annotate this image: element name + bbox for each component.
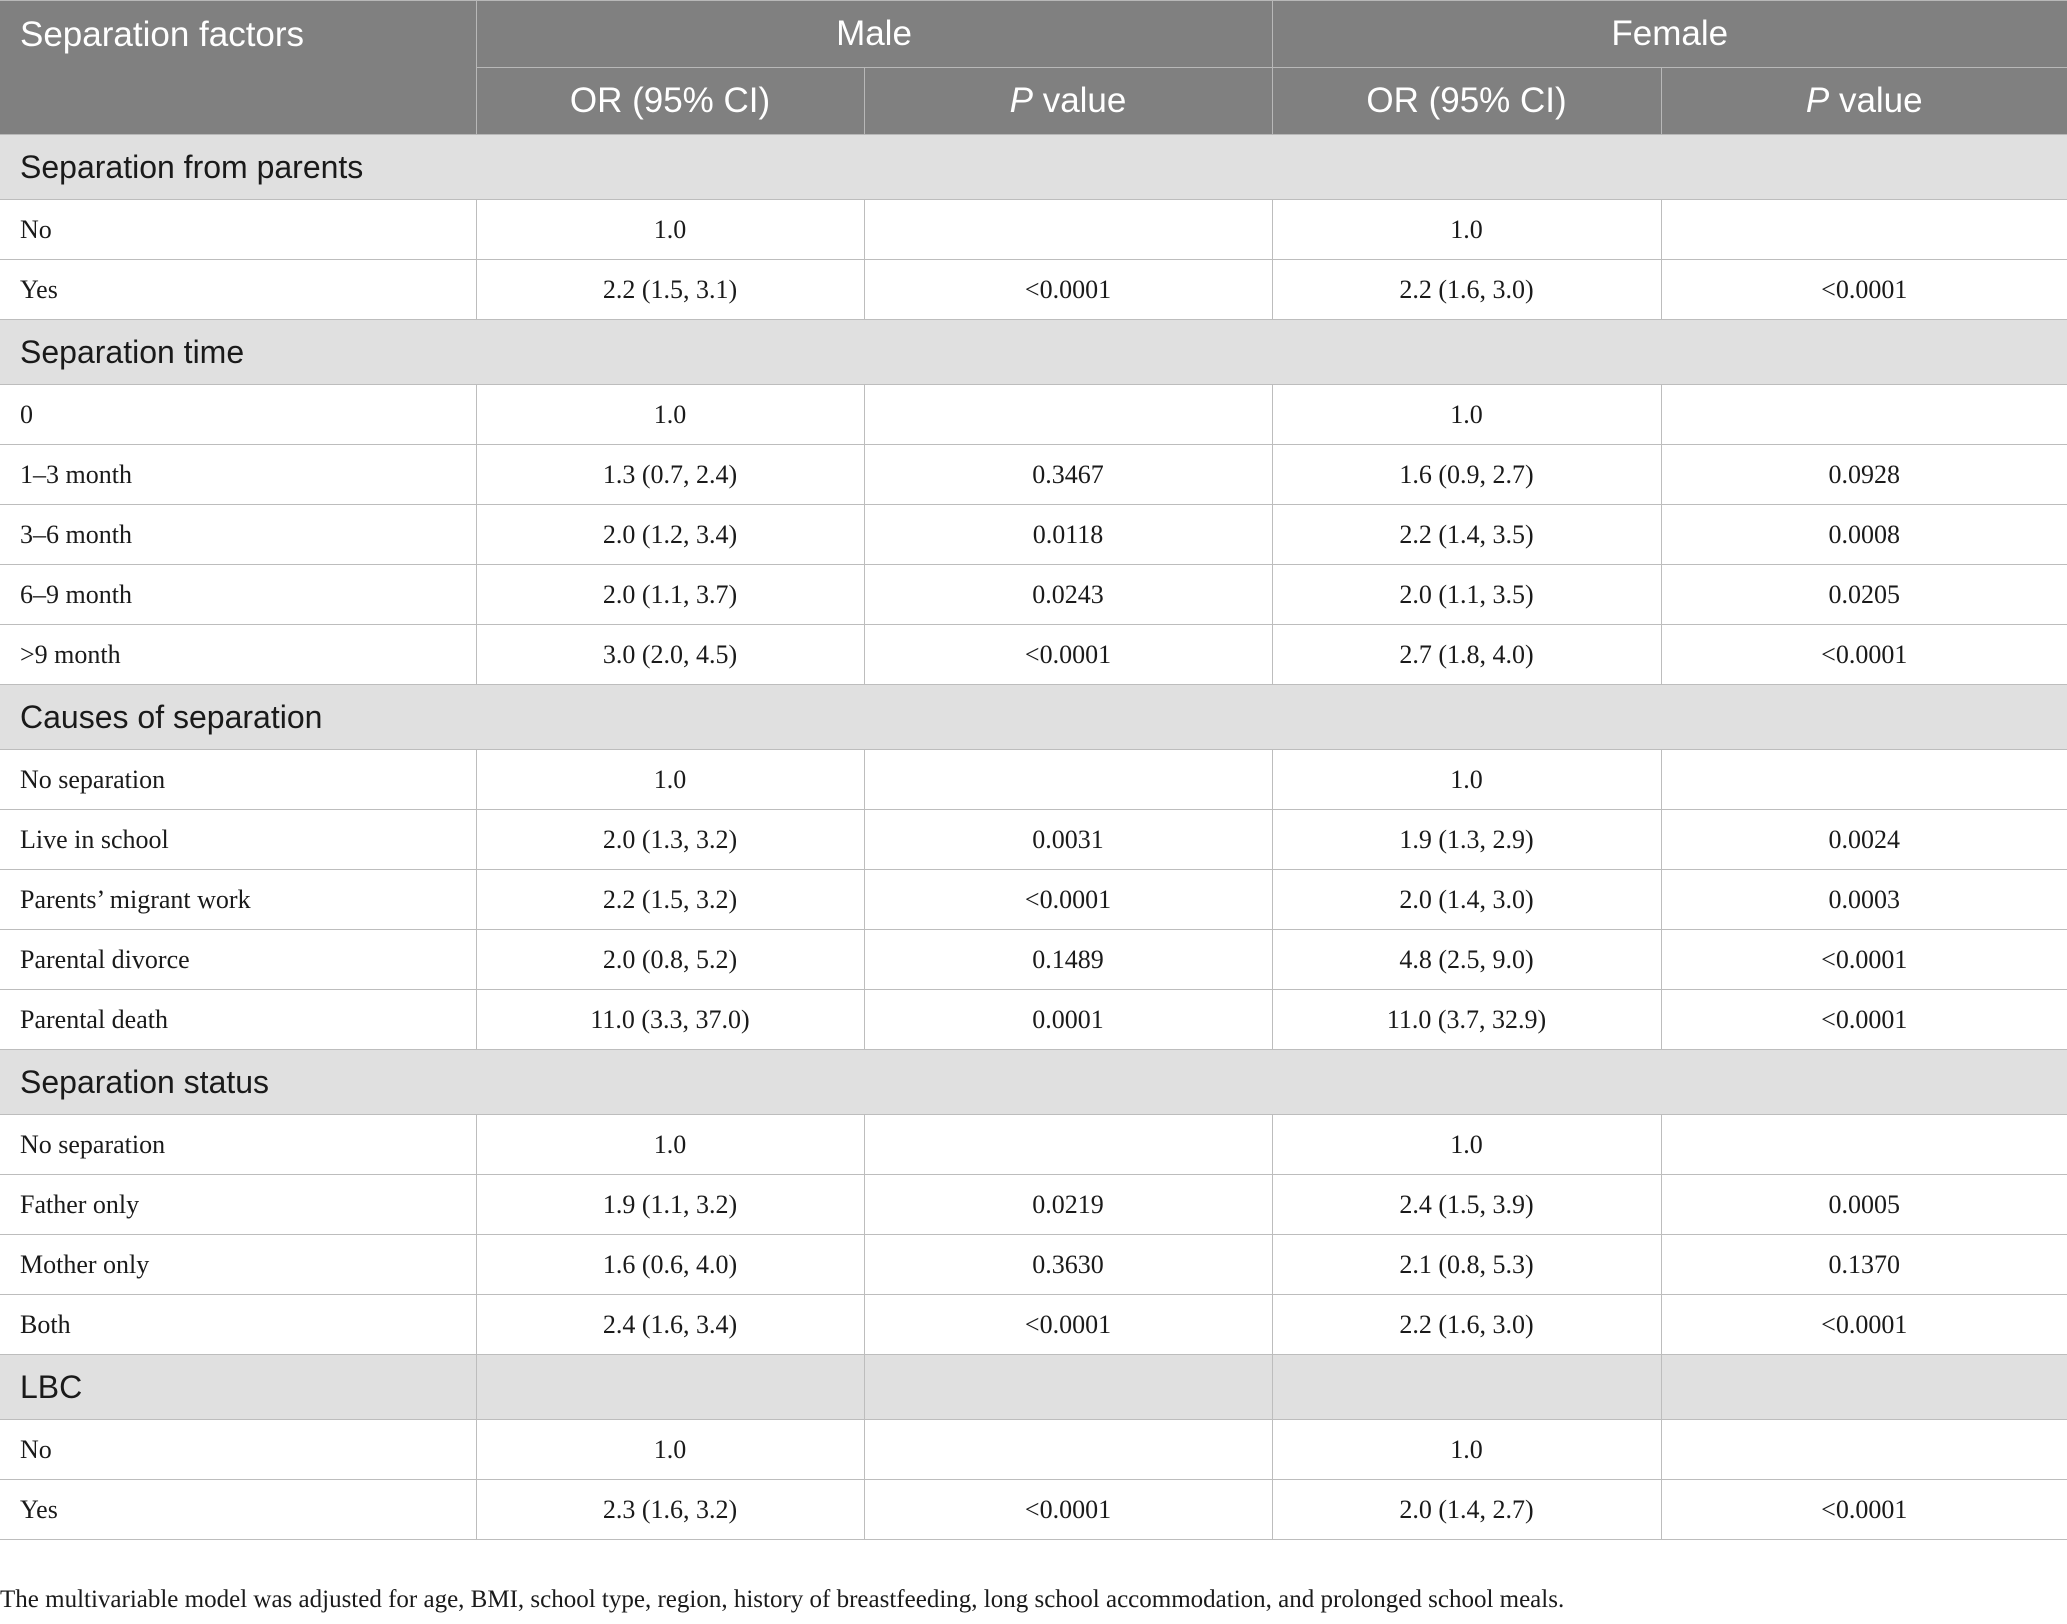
group-heading: Causes of separation [0,685,2067,750]
table-row [0,750,2067,810]
row-label: Parents’ migrant work [0,870,476,930]
female-or-cell: 2.0 (1.4, 2.7) [1272,1480,1661,1540]
male-p-cell: <0.0001 [864,625,1272,685]
group-heading-empty-cell [1272,1355,1661,1420]
male-or-cell: 2.0 (1.1, 3.7) [476,565,864,625]
female-or-cell: 1.9 (1.3, 2.9) [1272,810,1661,870]
female-p-cell: 0.0024 [1661,810,2067,870]
row-label: 6–9 month [0,565,476,625]
table-row [0,1115,2067,1175]
female-p-cell: 0.1370 [1661,1235,2067,1295]
female-or-cell: 2.7 (1.8, 4.0) [1272,625,1661,685]
female-or-cell: 1.0 [1272,385,1661,445]
table-row [0,625,2067,685]
female-or-cell: 4.8 (2.5, 9.0) [1272,930,1661,990]
row-label: Both [0,1295,476,1355]
group-heading: Separation time [0,320,2067,385]
female-or-cell: 1.0 [1272,1420,1661,1480]
female-p-cell: 0.0003 [1661,870,2067,930]
male-or-cell: 2.0 (1.2, 3.4) [476,505,864,565]
female-header: Female [1272,1,2067,68]
male-or-cell: 1.0 [476,200,864,260]
female-p-cell [1661,200,2067,260]
male-p-cell [864,1420,1272,1480]
female-p-cell [1661,750,2067,810]
p-italic: P [1009,81,1033,120]
row-label: >9 month [0,625,476,685]
female-p-cell [1661,385,2067,445]
group-heading: Separation from parents [0,135,2067,200]
male-p-cell: <0.0001 [864,870,1272,930]
table-row [0,930,2067,990]
table-row [0,1480,2067,1540]
male-p-cell: 0.0219 [864,1175,1272,1235]
female-p-cell: <0.0001 [1661,990,2067,1050]
female-or-header: OR (95% CI) [1272,68,1661,135]
female-or-cell: 2.2 (1.4, 3.5) [1272,505,1661,565]
male-or-cell: 2.3 (1.6, 3.2) [476,1480,864,1540]
male-p-cell: 0.3630 [864,1235,1272,1295]
table-row [0,810,2067,870]
female-or-cell: 11.0 (3.7, 32.9) [1272,990,1661,1050]
table-row [0,505,2067,565]
table-footnote: The multivariable model was adjusted for age, BMI, school type, region, history of breastfeeding, long school accommodation, and prolonged school meals. [0,1586,1565,1613]
row-label: Live in school [0,810,476,870]
male-p-cell [864,200,1272,260]
row-label: Parental divorce [0,930,476,990]
row-label: Yes [0,1480,476,1540]
female-p-cell: 0.0008 [1661,505,2067,565]
male-or-cell: 2.2 (1.5, 3.2) [476,870,864,930]
male-p-cell: 0.0118 [864,505,1272,565]
female-or-cell: 1.6 (0.9, 2.7) [1272,445,1661,505]
table-header [0,1,2067,135]
female-p-cell: <0.0001 [1661,1295,2067,1355]
row-label: 1–3 month [0,445,476,505]
female-p-header [1661,68,2067,135]
male-or-cell: 1.6 (0.6, 4.0) [476,1235,864,1295]
table-row [0,1235,2067,1295]
male-or-cell: 1.3 (0.7, 2.4) [476,445,864,505]
row-label: No [0,200,476,260]
male-p-cell: 0.3467 [864,445,1272,505]
male-or-cell: 1.0 [476,1420,864,1480]
male-or-cell: 3.0 (2.0, 4.5) [476,625,864,685]
male-or-cell: 2.4 (1.6, 3.4) [476,1295,864,1355]
row-label: Parental death [0,990,476,1050]
female-or-cell: 1.0 [1272,1115,1661,1175]
male-p-cell [864,1115,1272,1175]
male-p-cell: 0.0243 [864,565,1272,625]
male-p-cell [864,385,1272,445]
female-or-cell: 2.4 (1.5, 3.9) [1272,1175,1661,1235]
row-label: No separation [0,750,476,810]
female-or-cell: 2.0 (1.4, 3.0) [1272,870,1661,930]
female-or-cell: 1.0 [1272,200,1661,260]
table-row [0,385,2067,445]
table-row [0,565,2067,625]
p-rest: value [1032,81,1127,120]
male-or-cell: 2.0 (1.3, 3.2) [476,810,864,870]
female-p-cell [1661,1115,2067,1175]
female-p-cell [1661,1420,2067,1480]
group-heading-empty-cell [864,1355,1272,1420]
row-label: No separation [0,1115,476,1175]
group-heading: LBC [0,1355,476,1420]
male-or-cell: 2.2 (1.5, 3.1) [476,260,864,320]
female-or-cell: 2.0 (1.1, 3.5) [1272,565,1661,625]
table-row [0,260,2067,320]
female-or-cell: 1.0 [1272,750,1661,810]
male-p-cell: 0.0001 [864,990,1272,1050]
female-p-cell: <0.0001 [1661,625,2067,685]
male-or-cell: 1.0 [476,385,864,445]
male-p-cell: <0.0001 [864,1480,1272,1540]
table-row [0,200,2067,260]
table-row [0,1175,2067,1235]
male-or-cell: 1.0 [476,1115,864,1175]
male-p-cell: <0.0001 [864,1295,1272,1355]
female-p-cell: <0.0001 [1661,1480,2067,1540]
female-p-cell: <0.0001 [1661,260,2067,320]
table-row [0,870,2067,930]
table-row [0,1295,2067,1355]
row-label: Mother only [0,1235,476,1295]
male-or-cell: 1.0 [476,750,864,810]
table-row [0,445,2067,505]
male-or-header: OR (95% CI) [476,68,864,135]
group-heading-empty-cell [1661,1355,2067,1420]
male-header: Male [476,1,1272,68]
group-heading-empty-cell [476,1355,864,1420]
male-or-cell: 2.0 (0.8, 5.2) [476,930,864,990]
male-or-cell: 1.9 (1.1, 3.2) [476,1175,864,1235]
row-label: Father only [0,1175,476,1235]
female-or-cell: 2.2 (1.6, 3.0) [1272,260,1661,320]
male-p-cell: <0.0001 [864,260,1272,320]
female-or-cell: 2.1 (0.8, 5.3) [1272,1235,1661,1295]
row-label: No [0,1420,476,1480]
separation-factors-header: Separation factors [0,1,476,135]
row-label: 0 [0,385,476,445]
p-italic: P [1805,81,1830,120]
female-or-cell: 2.2 (1.6, 3.0) [1272,1295,1661,1355]
table-row [0,990,2067,1050]
female-p-cell: 0.0928 [1661,445,2067,505]
female-p-cell: 0.0005 [1661,1175,2067,1235]
row-label: Yes [0,260,476,320]
p-rest: value [1829,81,1923,120]
female-p-cell: 0.0205 [1661,565,2067,625]
group-heading: Separation status [0,1050,2067,1115]
male-p-cell [864,750,1272,810]
table-row [0,1420,2067,1480]
female-p-cell: <0.0001 [1661,930,2067,990]
row-label: 3–6 month [0,505,476,565]
male-p-cell: 0.0031 [864,810,1272,870]
male-p-header [864,68,1272,135]
table-body [0,135,2067,1540]
male-or-cell: 11.0 (3.3, 37.0) [476,990,864,1050]
male-p-cell: 0.1489 [864,930,1272,990]
